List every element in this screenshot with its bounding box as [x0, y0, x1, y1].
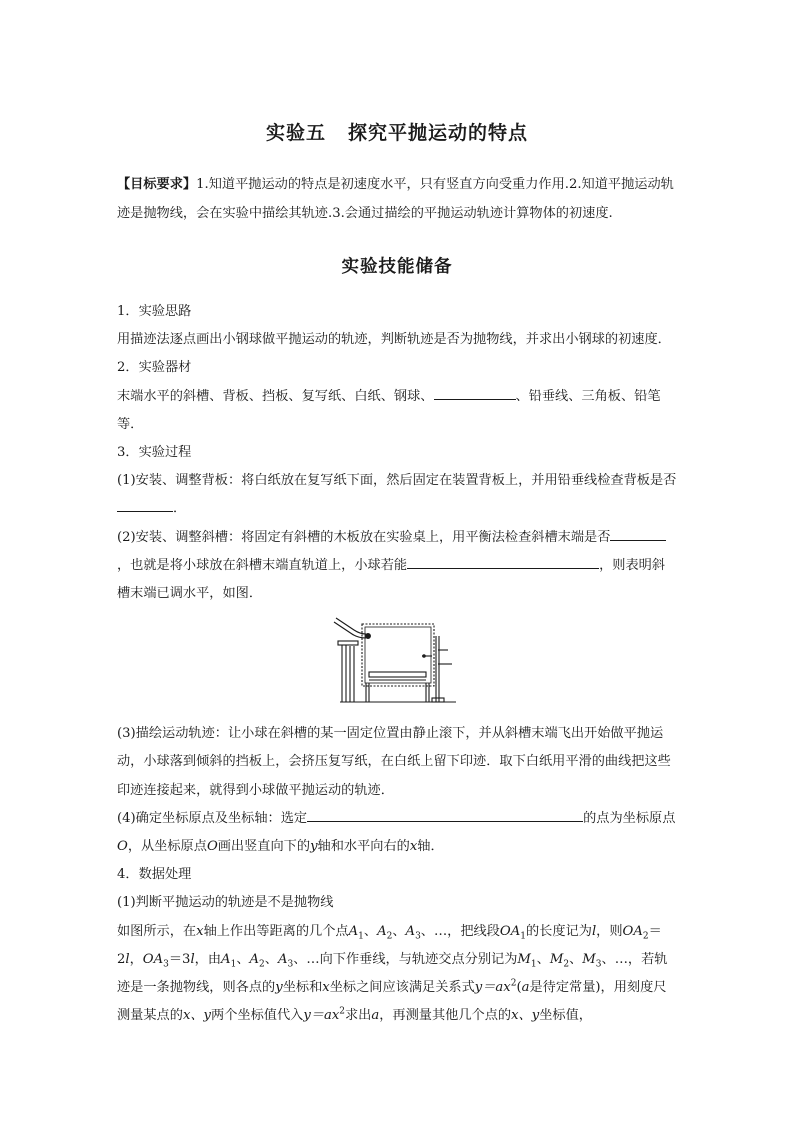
fill-blank[interactable] — [117, 496, 173, 512]
s2-text: 末端水平的斜槽、背板、挡板、复写纸、白纸、钢球、 、铅垂线、三角板、铅笔等． — [117, 383, 677, 439]
s4-subheading: (1)判断平抛运动的轨迹是不是抛物线 — [117, 895, 334, 911]
s3-p2: (2)安装、调整斜槽：将固定有斜槽的木板放在实验桌上，用平衡法检查斜槽末端是否，也就是将小球放在斜槽末端直轨道上，小球若能 ，则表明斜槽末端已调水平，如图． — [117, 524, 677, 609]
s4-heading: 4．数据处理 — [117, 867, 192, 883]
goals-label: 【目标要求】 — [117, 177, 197, 192]
goals-text: 1.知道平抛运动的特点是初速度水平，只有竖直方向受重力作用.2.知道平抛运动轨迹是抛物线，会在实验中描绘其轨迹.3.会通过描绘的平抛运动轨迹计算物体的初速度. — [117, 177, 674, 221]
document-body — [117, 298, 677, 1030]
s3-p1: (1)安装、调整背板：将白纸放在复写纸下面，然后固定在装置背板上，并用铅垂线检查背板是否． — [117, 473, 677, 517]
apparatus-figure — [117, 608, 677, 720]
s3-p4: (4)确定坐标原点及坐标轴：选定 的点为坐标原点O，从坐标原点O画出竖直向下的y轴和水平向右的x轴． — [117, 805, 677, 861]
slope-board-apparatus-diagram — [332, 616, 462, 712]
s3-heading: 3．实验过程 — [117, 445, 192, 461]
s1-heading: 1．实验思路 — [117, 304, 192, 319]
title-experiment-number: 实验五 — [265, 122, 326, 144]
s4-text: 如图所示，在x轴上作出等距离的几个点$A_1$、$A_2$、$A_3$、…，把线段$OA_1$的长度记为l，则$OA_2=2l$，$OA_3=3l$，由$A_1$、$A_2$、$A_3$、…向下作垂线，与轨迹交点分别记为$M_1$、$M_2$、$M_3$、…，若轨迹是一条抛物线，则各点的y坐标和x坐标之间应该满足关系式$y=ax^2(a$是待定常量)，用刻度尺测量某点的x、y两个坐标值代入$y=ax^2$求出a，再测量其他几个点的x、y坐标值， — [117, 923, 668, 1024]
section-title: 实验技能储备 — [341, 257, 453, 277]
fill-blank[interactable] — [434, 384, 516, 400]
fill-blank[interactable] — [610, 525, 666, 541]
title-experiment-topic: 探究平抛运动的特点 — [348, 122, 529, 144]
s3-p3: (3)描绘运动轨迹：让小球在斜槽的某一固定位置由静止滚下，并从斜槽末端飞出开始做平抛运动，小球落到倾斜的挡板上，会挤压复写纸，在白纸上留下印迹．取下白纸用平滑的曲线把这些印迹连接起来，就得到小球做平抛运动的轨迹． — [117, 726, 671, 798]
s1-text: 用描迹法逐点画出小钢球做平抛运动的轨迹，判断轨迹是否为抛物线，并求出小钢球的初速度． — [117, 332, 671, 348]
page-title — [0, 118, 794, 145]
fill-blank[interactable] — [407, 553, 599, 569]
fill-blank[interactable] — [307, 806, 583, 822]
learning-goals — [117, 170, 677, 228]
s2-heading: 2．实验器材 — [117, 360, 192, 376]
